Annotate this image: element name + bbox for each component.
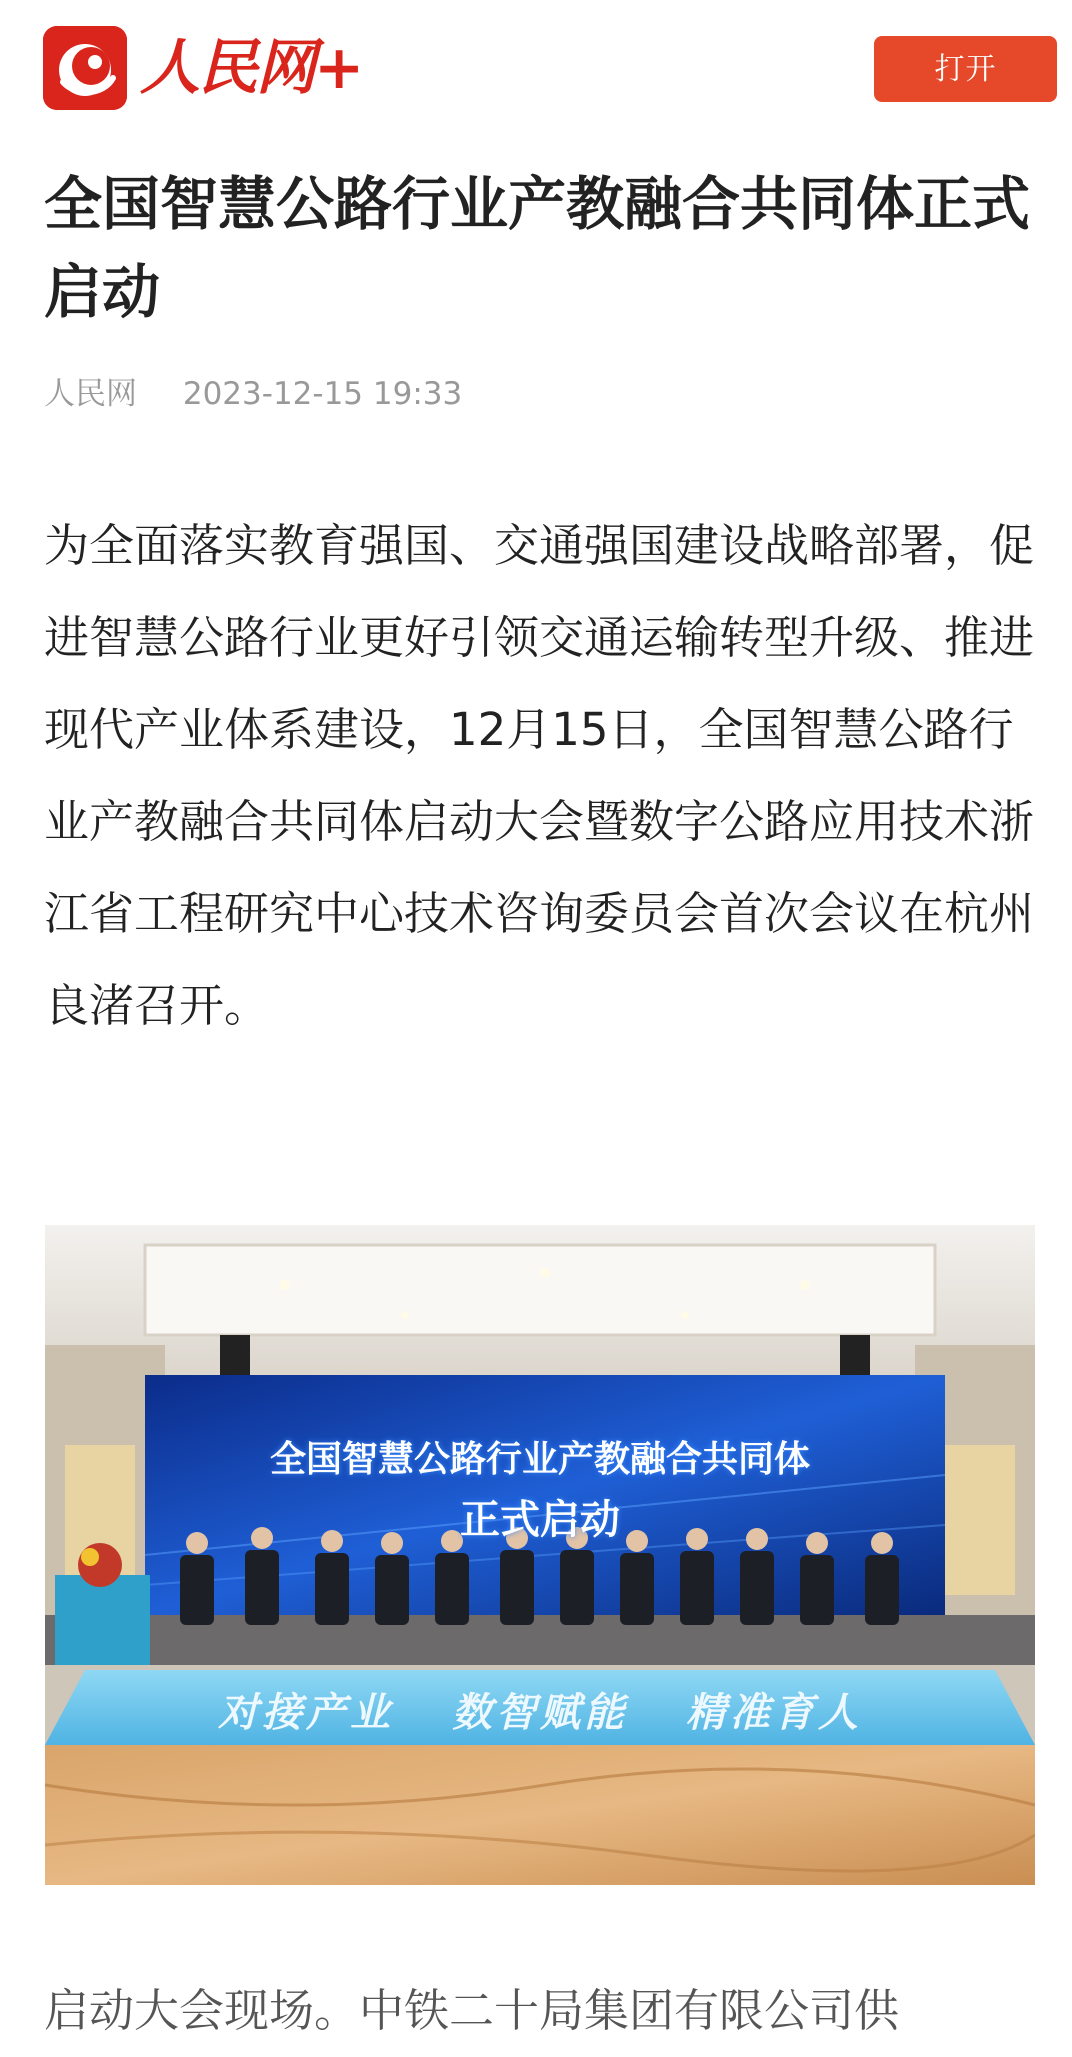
article-photo[interactable]: [45, 1225, 1035, 1885]
article-timestamp: 2023-12-15 19:33: [182, 376, 463, 412]
photo-floor-slogan: 对接产业 数智赋能 精准育人: [218, 1689, 862, 1736]
photo-caption: 启动大会现场。中铁二十局集团有限公司供: [44, 1984, 900, 2037]
article-paragraph: 为全面落实教育强国、交通强国建设战略部署，促进智慧公路行业更好引领交通运输转型升级、推进现代产业体系建设，12月15日，全国智慧公路行业产教融合共同体启动大会暨数字公路应用技术浙江省工程研究中心技术咨询委员会首次会议在杭州良渚召开。: [44, 519, 1035, 1032]
photo-screen-subtitle: 正式启动: [460, 1497, 620, 1543]
article-title: 全国智慧公路行业产教融合共同体正式启动: [44, 170, 1031, 326]
article-source: 人民网: [44, 376, 137, 412]
people-daily-logo-icon[interactable]: [43, 26, 127, 110]
photo-screen-title: 全国智慧公路行业产教融合共同体: [269, 1439, 810, 1480]
top-bar: [0, 0, 1072, 140]
brand-name: 人民网+: [140, 33, 363, 103]
photo-scene: [45, 1225, 1035, 1885]
article-meta: [44, 372, 462, 416]
open-app-button[interactable]: 打开: [874, 36, 1057, 102]
